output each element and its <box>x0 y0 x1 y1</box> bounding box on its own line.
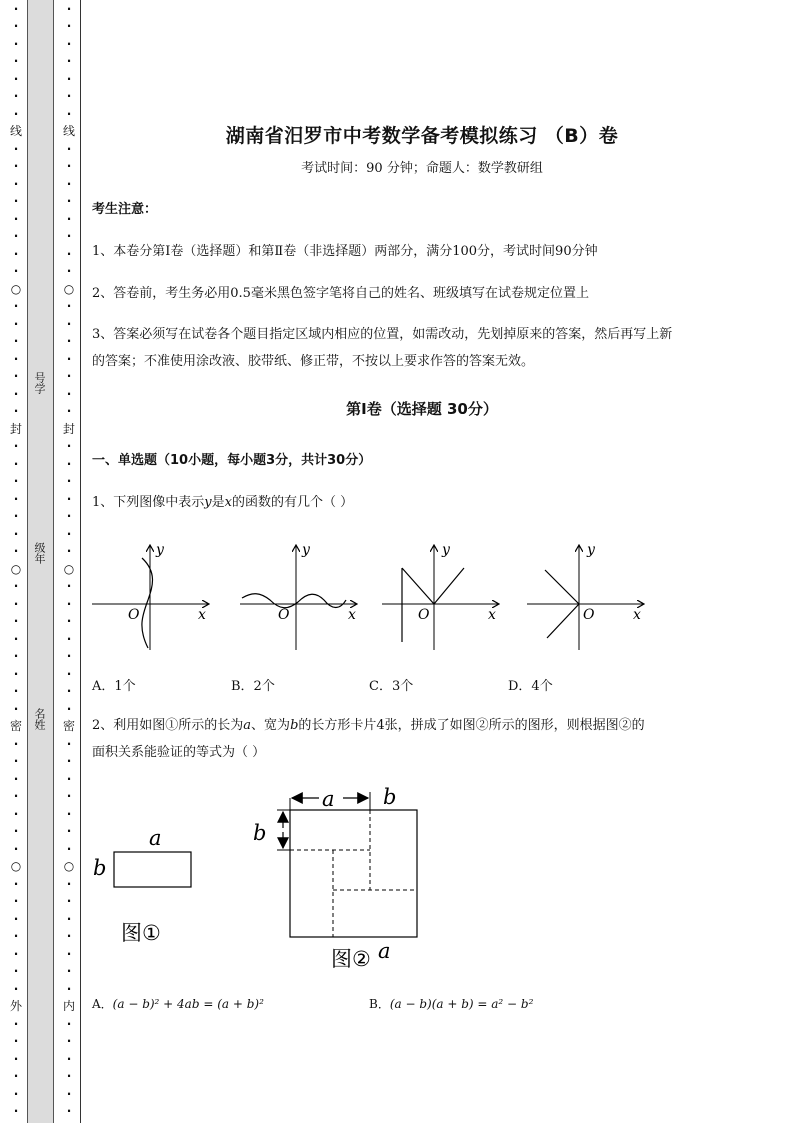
q2-stem-text: 的长方形卡片4张，拼成了如图②所示的图形，则根据图②的 <box>298 718 645 733</box>
axis-y-label: y <box>442 542 450 558</box>
binding-dot: · <box>66 771 72 786</box>
axis-x-label: x <box>633 607 641 623</box>
fig2-label-a-bottom: a <box>378 939 391 963</box>
curve <box>402 568 434 604</box>
strip-label-grade <box>27 542 52 564</box>
binding-dot: · <box>66 351 72 366</box>
binding-dot: · <box>13 89 19 104</box>
binding-dot: · <box>66 141 72 156</box>
curve <box>434 568 464 604</box>
binding-dot: · <box>66 1104 72 1119</box>
binding-dot: · <box>13 439 19 454</box>
binding-dot: · <box>13 19 19 34</box>
outer-dot-column <box>10 0 22 1123</box>
binding-label: 线 <box>10 124 23 139</box>
binding-dot: · <box>66 824 72 839</box>
fig2-square <box>290 810 417 937</box>
q2-option-a[interactable] <box>92 995 264 1012</box>
q1-option-a[interactable]: A．1个 <box>92 679 136 694</box>
binding-dot: · <box>13 369 19 384</box>
binding-label: 密 <box>63 719 76 734</box>
q1-option-b[interactable]: B．2个 <box>231 679 275 694</box>
q1-option-d[interactable]: D．4个 <box>508 679 553 694</box>
binding-label: ○ <box>10 281 22 296</box>
binding-dot: · <box>13 1104 19 1119</box>
binding-dot: · <box>13 579 19 594</box>
binding-dot: · <box>66 544 72 559</box>
curve <box>545 570 579 604</box>
binding-dot: · <box>13 71 19 86</box>
binding-dot: · <box>13 386 19 401</box>
binding-dot: · <box>66 456 72 471</box>
binding-dot: · <box>66 666 72 681</box>
q1-graph-c <box>380 538 505 653</box>
binding-dot: · <box>66 1051 72 1066</box>
axis-y-label: y <box>587 542 595 558</box>
q1-var-x: x <box>224 495 232 510</box>
binding-dot: · <box>13 229 19 244</box>
binding-dot: · <box>13 876 19 891</box>
origin-label: O <box>128 607 140 623</box>
binding-dot: · <box>66 946 72 961</box>
binding-dot: · <box>66 19 72 34</box>
strip-label-text: 号学 <box>33 372 46 394</box>
binding-dot: · <box>66 474 72 489</box>
binding-dot: · <box>13 631 19 646</box>
binding-dot: · <box>13 649 19 664</box>
curve <box>142 558 153 648</box>
axis-y-label: y <box>156 542 164 558</box>
binding-dot: · <box>13 771 19 786</box>
binding-dot: · <box>13 211 19 226</box>
q1-option-c[interactable]: C．3个 <box>369 679 414 694</box>
notice-item-3-line1: 3、答案必须写在试卷各个题目指定区域内相应的位置，如需改动，先划掉原来的答案，然后再写上新 <box>92 327 673 342</box>
binding-dot: · <box>13 894 19 909</box>
binding-dot: · <box>13 299 19 314</box>
binding-label: ○ <box>63 281 75 296</box>
binding-label: 线 <box>63 124 76 139</box>
binding-label: ○ <box>63 859 75 874</box>
binding-dot: · <box>66 404 72 419</box>
binding-dot: · <box>66 754 72 769</box>
binding-dot: · <box>13 544 19 559</box>
binding-dot: · <box>66 1 72 16</box>
binding-dot: · <box>13 929 19 944</box>
q2-var-b: b <box>290 718 299 733</box>
q2-option-b-formula: (a − b)(a + b) = a² − b² <box>389 997 534 1011</box>
binding-label: ○ <box>10 859 22 874</box>
binding-dot: · <box>13 806 19 821</box>
binding-dot: · <box>13 474 19 489</box>
binding-dot: · <box>66 894 72 909</box>
binding-dot: · <box>66 36 72 51</box>
q1-stem-text: 的函数的有几个（ ） <box>232 495 354 510</box>
binding-dot: · <box>66 54 72 69</box>
strip-label-name <box>27 708 52 730</box>
q2-stem-line1 <box>92 712 645 739</box>
q2-option-b[interactable] <box>369 995 533 1012</box>
binding-dot: · <box>66 981 72 996</box>
binding-dot: · <box>13 666 19 681</box>
axis-x-label: x <box>348 607 356 623</box>
fig1-label-a: a <box>149 826 162 850</box>
q1-stem <box>92 489 353 516</box>
binding-dot: · <box>66 1034 72 1049</box>
binding-dot: · <box>66 509 72 524</box>
q2-stem-text: 2、利用如图①所示的长为 <box>92 718 244 733</box>
axis-y-label: y <box>302 542 310 558</box>
binding-label: ○ <box>63 561 75 576</box>
binding-dot: · <box>66 649 72 664</box>
binding-dot: · <box>13 911 19 926</box>
notice-heading: 考生注意： <box>92 202 158 217</box>
binding-dot: · <box>66 71 72 86</box>
binding-dot: · <box>66 246 72 261</box>
binding-dot: · <box>13 141 19 156</box>
curve <box>547 604 579 638</box>
axis-x-label: x <box>198 607 206 623</box>
binding-dot: · <box>13 824 19 839</box>
q2-option-a-formula: (a − b)² + 4ab = (a + b)² <box>112 997 264 1011</box>
binding-dot: · <box>66 614 72 629</box>
origin-label: O <box>583 607 595 623</box>
fig1-rectangle <box>114 852 191 887</box>
fig1-label-b: b <box>93 856 107 880</box>
binding-dot: · <box>66 789 72 804</box>
binding-dot: · <box>66 89 72 104</box>
q2-figures <box>85 780 445 975</box>
binding-dot: · <box>66 316 72 331</box>
curve <box>242 594 346 608</box>
binding-dot: · <box>66 929 72 944</box>
axis-x-label: x <box>488 607 496 623</box>
binding-dot: · <box>66 106 72 121</box>
binding-dot: · <box>13 1016 19 1031</box>
origin-label: O <box>278 607 290 623</box>
binding-dot: · <box>66 264 72 279</box>
fig2-label-b-top: b <box>383 785 397 809</box>
strip-label-text: 名姓 <box>33 708 46 730</box>
binding-dot: · <box>13 334 19 349</box>
binding-label: 密 <box>10 719 23 734</box>
binding-dot: · <box>13 264 19 279</box>
binding-dot: · <box>13 246 19 261</box>
option-prefix: B． <box>369 997 390 1011</box>
q1-graph-b <box>238 538 363 653</box>
binding-dot: · <box>13 841 19 856</box>
binding-dot: · <box>66 176 72 191</box>
binding-dot: · <box>66 386 72 401</box>
binding-dot: · <box>13 684 19 699</box>
q1-stem-text: 是 <box>211 495 225 510</box>
binding-dot: · <box>66 211 72 226</box>
binding-dot: · <box>13 754 19 769</box>
binding-label: 封 <box>10 421 23 436</box>
section-title: 第Ⅰ卷（选择题 30分） <box>346 400 498 418</box>
q2-stem-line2: 面积关系能验证的等式为（ ） <box>92 745 266 760</box>
q2-var-a: a <box>243 718 252 733</box>
binding-dot: · <box>66 299 72 314</box>
part-heading: 一、单选题（10小题，每小题3分，共计30分） <box>92 453 372 468</box>
binding-dot: · <box>13 964 19 979</box>
binding-dot: · <box>66 964 72 979</box>
binding-dot: · <box>66 701 72 716</box>
exam-subtitle: 考试时间：90 分钟；命题人：数学教研组 <box>301 161 543 176</box>
binding-dot: · <box>66 491 72 506</box>
page-title: 湖南省汨罗市中考数学备考模拟练习 （B）卷 <box>225 125 619 147</box>
binding-dot: · <box>66 806 72 821</box>
strip-label-number <box>27 372 52 394</box>
binding-dot: · <box>66 1086 72 1101</box>
binding-dot: · <box>13 176 19 191</box>
binding-dot: · <box>13 789 19 804</box>
binding-dot: · <box>13 614 19 629</box>
binding-rule <box>80 0 81 1123</box>
fig1-caption: 图① <box>121 921 161 945</box>
binding-dot: · <box>13 1069 19 1084</box>
inner-dot-column <box>63 0 75 1123</box>
binding-dot: · <box>13 54 19 69</box>
binding-dot: · <box>13 159 19 174</box>
notice-item-3-line2: 的答案；不准使用涂改液、胶带纸、修正带，不按以上要求作答的答案无效。 <box>92 354 535 369</box>
binding-dot: · <box>13 404 19 419</box>
binding-dot: · <box>66 369 72 384</box>
binding-dot: · <box>66 911 72 926</box>
binding-dot: · <box>66 526 72 541</box>
binding-dot: · <box>13 456 19 471</box>
binding-dot: · <box>13 1051 19 1066</box>
binding-dot: · <box>13 596 19 611</box>
binding-dot: · <box>66 684 72 699</box>
binding-label: 封 <box>63 421 76 436</box>
q2-stem-text: 、宽为 <box>251 718 291 733</box>
binding-dot: · <box>66 439 72 454</box>
binding-label: ○ <box>10 561 22 576</box>
option-prefix: A． <box>92 997 113 1011</box>
notice-item-1: 1、本卷分第Ⅰ卷（选择题）和第Ⅱ卷（非选择题）两部分，满分100分，考试时间90分钟 <box>92 244 598 259</box>
binding-label: 外 <box>10 999 23 1014</box>
binding-dot: · <box>66 841 72 856</box>
binding-dot: · <box>66 334 72 349</box>
binding-dot: · <box>13 194 19 209</box>
q1-var-y: y <box>204 495 212 510</box>
binding-dot: · <box>66 194 72 209</box>
binding-dot: · <box>13 491 19 506</box>
binding-dot: · <box>13 1086 19 1101</box>
binding-dot: · <box>13 526 19 541</box>
binding-dot: · <box>13 1 19 16</box>
binding-dot: · <box>66 631 72 646</box>
origin-label: O <box>418 607 430 623</box>
binding-dot: · <box>13 736 19 751</box>
binding-dot: · <box>13 106 19 121</box>
binding-dot: · <box>13 509 19 524</box>
binding-dot: · <box>13 701 19 716</box>
binding-dot: · <box>66 579 72 594</box>
binding-dot: · <box>66 876 72 891</box>
binding-dot: · <box>13 1034 19 1049</box>
binding-dot: · <box>13 946 19 961</box>
binding-dot: · <box>66 1069 72 1084</box>
notice-item-2: 2、答卷前，考生务必用0.5毫米黑色签字笔将自己的姓名、班级填写在试卷规定位置上 <box>92 286 589 301</box>
q1-graph-a <box>90 538 215 653</box>
binding-dot: · <box>13 36 19 51</box>
fig2-label-a-top: a <box>322 787 335 811</box>
binding-dot: · <box>66 159 72 174</box>
strip-label-text: 级年 <box>33 542 46 564</box>
binding-label: 内 <box>63 999 76 1014</box>
q1-stem-text: 1、下列图像中表示 <box>92 495 205 510</box>
binding-dot: · <box>66 736 72 751</box>
binding-dot: · <box>13 981 19 996</box>
binding-dot: · <box>66 596 72 611</box>
fig2-caption: 图② <box>331 947 371 971</box>
binding-dot: · <box>13 351 19 366</box>
fig2-label-b-left: b <box>253 821 267 845</box>
binding-dot: · <box>66 229 72 244</box>
binding-dot: · <box>66 1016 72 1031</box>
q1-graph-d <box>525 538 650 653</box>
binding-dot: · <box>13 316 19 331</box>
